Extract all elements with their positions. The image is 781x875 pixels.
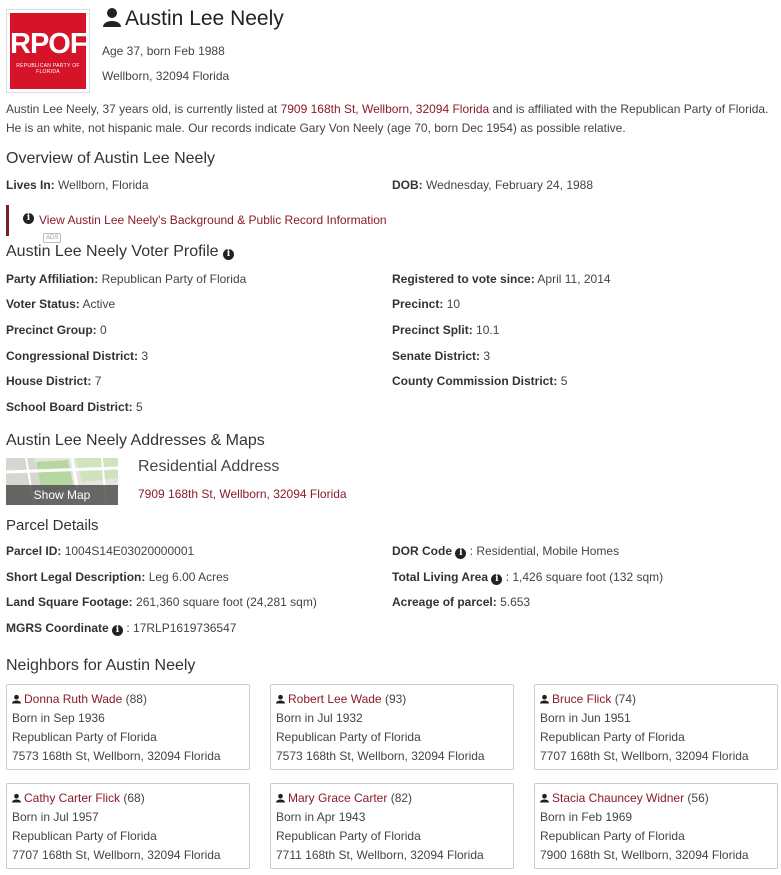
dob-value: Wednesday, February 24, 1988	[426, 178, 594, 192]
field-value: 261,360 square foot (24,281 sqm)	[136, 595, 317, 609]
field-label: Parcel ID:	[6, 544, 62, 558]
neighbor-name-line	[276, 692, 406, 706]
neighbor-born: Born in Jul 1957	[12, 810, 99, 824]
intro-text-2: and is affiliated with the Republican Party of Florida. He is an white, not hispanic male. Our records indicate Gary Von Neely (age 70, born Dec 1954) as possible relative.	[6, 102, 769, 135]
voter-field	[6, 297, 115, 311]
voter-field	[392, 272, 611, 286]
person-icon	[12, 793, 21, 803]
ads-badge: ADS	[43, 233, 61, 243]
field-label: Precinct Split:	[392, 323, 473, 337]
neighbor-age: (82)	[390, 791, 413, 805]
voter-field	[6, 323, 107, 337]
neighbor-address: 7900 168th St, Wellborn, 32094 Florida	[540, 848, 749, 862]
neighbor-born: Born in Jun 1951	[540, 711, 631, 725]
parcel-heading: Parcel Details	[6, 517, 99, 534]
neighbors-heading: Neighbors for Austin Neely	[6, 657, 196, 674]
map-thumbnail[interactable]	[6, 458, 118, 505]
neighbor-name-link[interactable]: Mary Grace Carter	[288, 791, 388, 805]
neighbor-party: Republican Party of Florida	[276, 829, 421, 843]
neighbor-name-link[interactable]: Bruce Flick	[552, 692, 612, 706]
field-value: 10	[446, 297, 461, 311]
info-icon[interactable]: i	[112, 625, 123, 636]
field-value: : 17RLP1619736547	[126, 621, 237, 635]
residential-address-title: Residential Address	[138, 458, 280, 475]
field-label: School Board District:	[6, 400, 133, 414]
info-icon[interactable]: i	[491, 574, 502, 585]
info-icon: i	[23, 213, 34, 224]
person-icon	[540, 793, 549, 803]
logo-subtext: REPUBLICAN PARTY OF FLORIDA	[16, 63, 80, 75]
voter-field	[6, 400, 143, 414]
field-label: Registered to vote since:	[392, 272, 535, 286]
location-line: Wellborn, 32094 Florida	[102, 69, 230, 83]
field-value: 5.653	[500, 595, 531, 609]
field-value: Active	[82, 297, 116, 311]
neighbor-party: Republican Party of Florida	[540, 730, 685, 744]
land-footage-field	[6, 595, 317, 609]
dob-label: DOB:	[392, 178, 423, 192]
age-line: Age 37, born Feb 1988	[102, 44, 225, 58]
neighbor-born: Born in Feb 1969	[540, 810, 633, 824]
field-label: County Commission District:	[392, 374, 558, 388]
person-icon	[276, 793, 285, 803]
info-icon[interactable]: i	[455, 548, 466, 559]
field-value: 5	[136, 400, 143, 414]
field-value: : Residential, Mobile Homes	[469, 544, 620, 558]
field-label: Acreage of parcel:	[392, 595, 497, 609]
logo-badge	[10, 13, 86, 89]
background-link-text[interactable]: View Austin Lee Neely's Background & Public Record Information	[39, 213, 387, 227]
voter-field	[6, 374, 101, 388]
field-label: DOR Code	[392, 544, 452, 558]
field-label: Total Living Area	[392, 570, 489, 584]
field-label: House District:	[6, 374, 92, 388]
party-logo	[6, 9, 90, 93]
neighbor-born: Born in Sep 1936	[12, 711, 105, 725]
intro-text-1: Austin Lee Neely, 37 years old, is currently listed at	[6, 102, 281, 116]
addresses-heading: Austin Lee Neely Addresses & Maps	[6, 432, 265, 449]
acreage-field	[392, 595, 530, 609]
parcel-id-field	[6, 544, 194, 558]
dob-field	[392, 178, 593, 192]
field-value: 7	[94, 374, 102, 388]
intro-paragraph	[6, 100, 771, 138]
field-label: Voter Status:	[6, 297, 80, 311]
field-value: 5	[560, 374, 568, 388]
person-name: Austin Lee Neely	[125, 7, 284, 30]
voter-field	[392, 349, 490, 363]
residential-address-link[interactable]: 7909 168th St, Wellborn, 32094 Florida	[138, 487, 347, 501]
neighbor-card	[270, 684, 514, 770]
person-icon	[12, 694, 21, 704]
overview-heading: Overview of Austin Lee Neely	[6, 150, 215, 167]
field-value: April 11, 2014	[537, 272, 611, 286]
neighbor-party: Republican Party of Florida	[276, 730, 421, 744]
neighbor-name-link[interactable]: Donna Ruth Wade	[24, 692, 123, 706]
neighbor-address: 7707 168th St, Wellborn, 32094 Florida	[12, 848, 221, 862]
living-area-field	[392, 570, 663, 585]
field-label: Land Square Footage:	[6, 595, 133, 609]
background-link[interactable]	[39, 213, 389, 243]
neighbor-card	[6, 684, 250, 770]
field-value: 3	[141, 349, 149, 363]
voter-field	[392, 374, 567, 388]
person-icon	[540, 694, 549, 704]
field-value: 3	[483, 349, 491, 363]
background-callout	[6, 205, 389, 241]
mgrs-field	[6, 621, 236, 636]
voter-field	[392, 297, 460, 311]
voter-field	[6, 349, 148, 363]
neighbor-name-line	[12, 692, 147, 706]
legal-description-field	[6, 570, 229, 584]
lives-in-value: Wellborn, Florida	[58, 178, 149, 192]
voter-profile-heading	[6, 243, 234, 261]
neighbor-party: Republican Party of Florida	[540, 829, 685, 843]
voter-field	[392, 323, 499, 337]
user-icon	[102, 7, 122, 27]
neighbor-name-link[interactable]: Stacia Chauncey Widner	[552, 791, 685, 805]
voter-field	[6, 272, 246, 286]
neighbor-born: Born in Apr 1943	[276, 810, 366, 824]
logo-text: RPOF	[10, 28, 87, 60]
voter-profile-title: Austin Lee Neely Voter Profile	[6, 243, 219, 260]
field-value: : 1,426 square foot (132 sqm)	[505, 570, 664, 584]
field-value: 1004S14E03020000001	[64, 544, 195, 558]
intro-address-link[interactable]: 7909 168th St, Wellborn, 32094 Florida	[280, 102, 490, 116]
field-label: Senate District:	[392, 349, 481, 363]
neighbor-card	[270, 783, 514, 869]
field-label: MGRS Coordinate	[6, 621, 109, 635]
lives-in-field	[6, 178, 149, 192]
neighbor-card	[6, 783, 250, 869]
neighbor-party: Republican Party of Florida	[12, 730, 157, 744]
field-label: Precinct Group:	[6, 323, 97, 337]
field-value: 0	[100, 323, 107, 337]
neighbor-address: 7711 168th St, Wellborn, 32094 Florida	[276, 848, 484, 862]
neighbor-name-line	[540, 791, 709, 805]
neighbor-age: (56)	[687, 791, 709, 805]
neighbor-card	[534, 783, 778, 869]
neighbor-address: 7707 168th St, Wellborn, 32094 Florida	[540, 749, 749, 763]
neighbor-name-link[interactable]: Robert Lee Wade	[288, 692, 382, 706]
field-label: Party Affiliation:	[6, 272, 99, 286]
field-value: Republican Party of Florida	[101, 272, 247, 286]
info-icon[interactable]: i	[223, 249, 234, 260]
field-label: Short Legal Description:	[6, 570, 146, 584]
neighbor-age: (68)	[123, 791, 145, 805]
neighbor-born: Born in Jul 1932	[276, 711, 363, 725]
neighbor-name-line	[12, 791, 145, 805]
neighbor-name-line	[540, 692, 636, 706]
person-icon	[276, 694, 285, 704]
field-value: 10.1	[476, 323, 500, 337]
neighbor-name-line	[276, 791, 412, 805]
neighbor-name-link[interactable]: Cathy Carter Flick	[24, 791, 121, 805]
page-title	[102, 7, 284, 31]
neighbor-age: (88)	[125, 692, 147, 706]
neighbor-age: (74)	[614, 692, 637, 706]
neighbor-address: 7573 168th St, Wellborn, 32094 Florida	[276, 749, 485, 763]
dor-code-field	[392, 544, 619, 559]
neighbor-party: Republican Party of Florida	[12, 829, 157, 843]
lives-in-label: Lives In:	[6, 178, 55, 192]
field-label: Precinct:	[392, 297, 444, 311]
field-label: Congressional District:	[6, 349, 139, 363]
field-value: Leg 6.00 Acres	[148, 570, 229, 584]
neighbor-address: 7573 168th St, Wellborn, 32094 Florida	[12, 749, 221, 763]
neighbor-card	[534, 684, 778, 770]
show-map-button[interactable]: Show Map	[6, 485, 118, 505]
neighbor-age: (93)	[384, 692, 407, 706]
